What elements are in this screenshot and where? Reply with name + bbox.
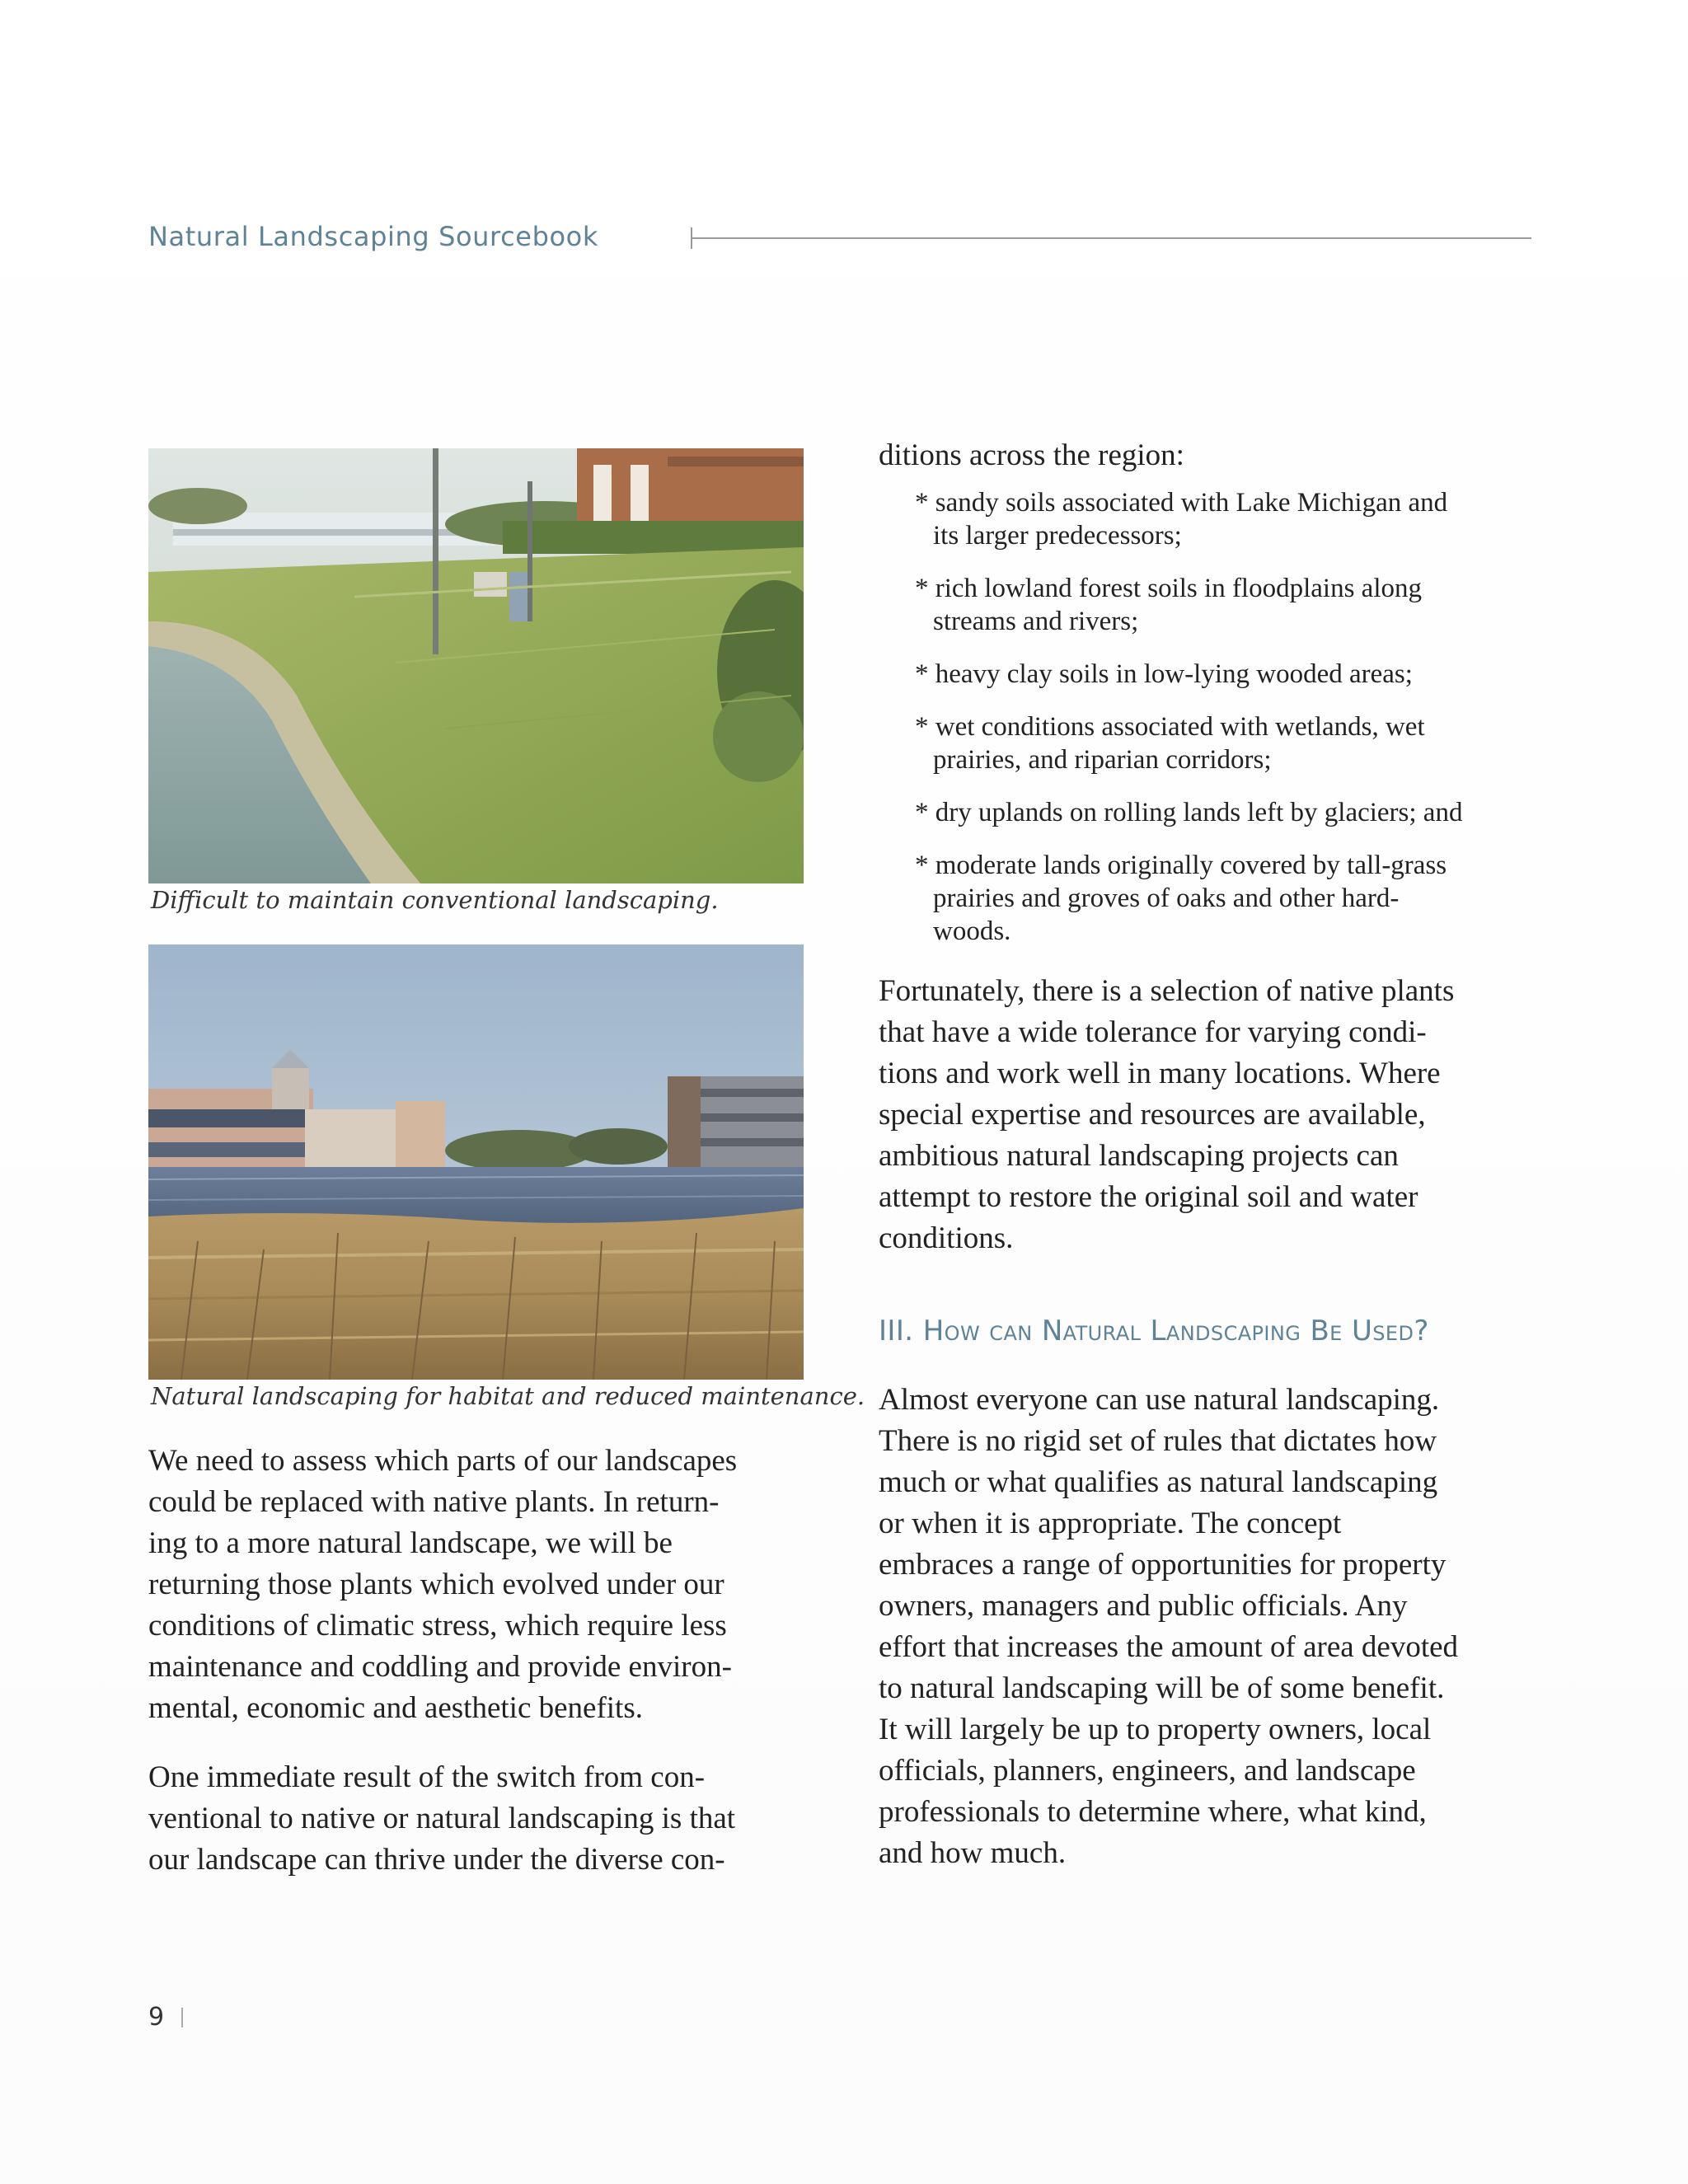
text-line: conditions of climatic stress, which require less [148,1609,727,1643]
right-column [879,435,1538,1902]
section-heading: III. How can Natural Landscaping Be Used? [879,1315,1429,1347]
text-line: professionals to determine where, what kind, [879,1795,1427,1829]
text-line: attempt to restore the original soil and water [879,1180,1418,1214]
continuation-line: ditions across the region: [879,438,1184,472]
text-line: woods. [933,916,1011,946]
footer-rule-tick [181,2008,183,2027]
text-line: tions and work well in many locations. Where [879,1057,1441,1090]
text-line: and how much. [879,1836,1067,1870]
soil-conditions-list [915,486,1538,948]
text-line: ventional to native or natural landscaping is that [148,1802,736,1835]
text-line: or when it is appropriate. The concept [879,1507,1342,1540]
text-line: mental, economic and aesthetic benefits. [148,1691,643,1725]
paragraph [879,1380,1538,1874]
text-line: There is no rigid set of rules that dictates how [879,1424,1437,1458]
paragraph [148,1757,808,1881]
text-line: our landscape can thrive under the diverse con- [148,1843,725,1877]
text-line: ing to a more natural landscape, we will be [148,1526,673,1560]
text-line: to natural landscaping will be of some benefit. [879,1671,1445,1705]
photo-natural-landscaping [148,944,804,1380]
text-line: ambitious natural landscaping projects can [879,1139,1399,1173]
header-rule [691,237,1531,239]
text-line: * wet conditions associated with wetlands, wet [915,712,1425,742]
text-line: owners, managers and public officials. Any [879,1589,1408,1623]
text-line: * moderate lands originally covered by tall-grass [915,851,1447,880]
list-item [915,486,1538,552]
text-line: that have a wide tolerance for varying condi- [879,1015,1427,1049]
text-line: We need to assess which parts of our landscapes [148,1444,738,1478]
list-item [915,658,1538,691]
text-line: conditions. [879,1221,1014,1255]
text-line: embraces a range of opportunities for property [879,1548,1447,1582]
text-line: much or what qualifies as natural landscaping [879,1465,1438,1499]
left-column [148,1441,808,1909]
list-item [915,849,1538,948]
text-line: special expertise and resources are available, [879,1098,1426,1132]
text-line: returning those plants which evolved under our [148,1568,724,1601]
paragraph [148,1441,808,1729]
text-line: maintenance and coddling and provide environ- [148,1650,732,1684]
photo-conventional-landscaping [148,448,804,883]
page-number: 9 [148,2003,165,2032]
text-line: One immediate result of the switch from con- [148,1760,706,1794]
text-line: Almost everyone can use natural landscaping. [879,1383,1440,1417]
text-line: * sandy soils associated with Lake Michigan and [915,488,1448,518]
list-item [915,710,1538,776]
text-line: streams and rivers; [933,607,1139,636]
running-header: Natural Landscaping Sourcebook [148,221,598,252]
text-line: * heavy clay soils in low-lying wooded areas; [915,659,1413,689]
text-line: officials, planners, engineers, and landscape [879,1754,1416,1788]
list-item [915,796,1538,829]
paragraph [879,971,1538,1259]
figure-caption: Natural landscaping for habitat and reduced maintenance. [151,1382,865,1410]
text-line: prairies and groves of oaks and other hard- [933,883,1400,913]
text-line: could be replaced with native plants. In return- [148,1485,720,1519]
text-line: * dry uplands on rolling lands left by glaciers; and [915,798,1463,827]
text-line: its larger predecessors; [933,521,1182,551]
figure-caption: Difficult to maintain conventional landscaping. [151,886,719,914]
text-line: It will largely be up to property owners, local [879,1713,1432,1746]
text-line: prairies, and riparian corridors; [933,745,1272,775]
text-line: effort that increases the amount of area devoted [879,1630,1459,1664]
text-line: Fortunately, there is a selection of native plants [879,974,1455,1008]
text-line: * rich lowland forest soils in floodplains along [915,574,1422,603]
list-item [915,572,1538,638]
